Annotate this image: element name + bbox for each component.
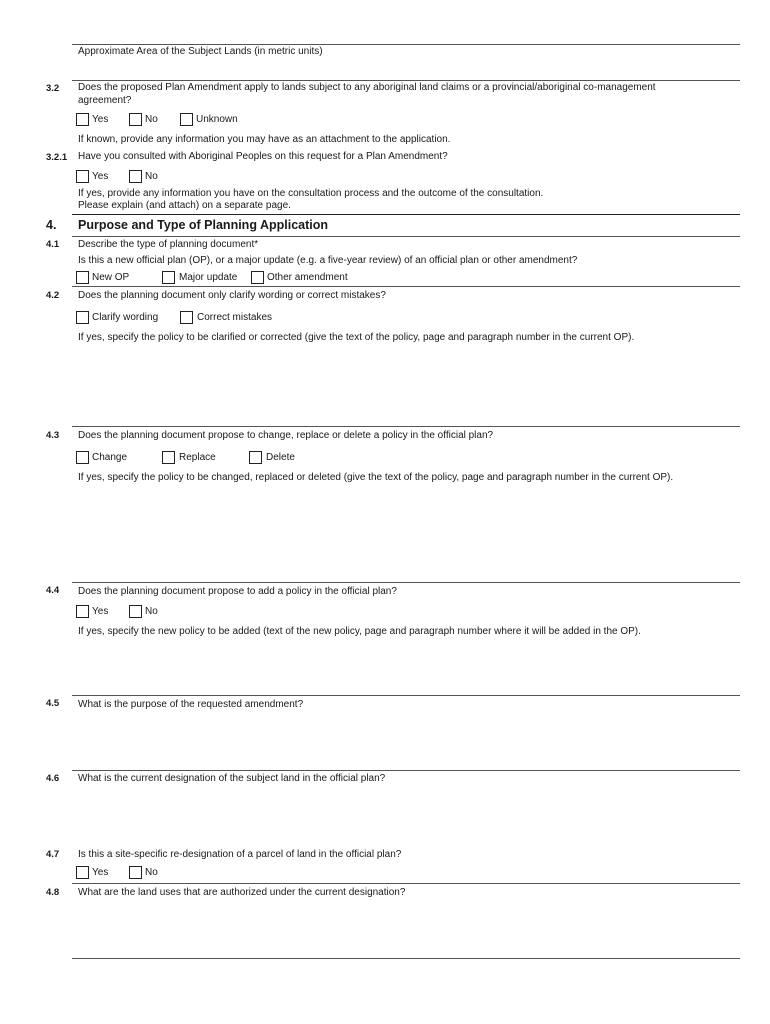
checkbox-delete[interactable] xyxy=(249,451,262,464)
checkbox-change[interactable] xyxy=(76,451,89,464)
checkbox-major-update[interactable] xyxy=(162,271,175,284)
checkbox-yes[interactable] xyxy=(76,113,89,126)
question-number: 3.2.1 xyxy=(46,152,68,163)
question-text: Have you consulted with Aboriginal Peoples on this request for a Plan Amendment? xyxy=(78,151,448,162)
section-title: Purpose and Type of Planning Application xyxy=(78,218,329,232)
question-text: What are the land uses that are authorized under the current designation? xyxy=(78,887,406,898)
question-text: What is the current designation of the subject land in the official plan? xyxy=(78,773,386,784)
checkbox-clarify-wording[interactable] xyxy=(76,311,89,324)
checkbox-other-amendment[interactable] xyxy=(251,271,264,284)
question-text: What is the purpose of the requested amendment? xyxy=(78,699,304,710)
option-label: No xyxy=(145,171,158,182)
question-text: Does the planning document propose to change, replace or delete a policy in the official plan? xyxy=(78,430,494,441)
option-label: Clarify wording xyxy=(92,312,159,323)
rule xyxy=(72,958,740,959)
note-text: If yes, provide any information you have on the consultation process and the outcome of the consultation. xyxy=(78,188,544,199)
option-label: No xyxy=(145,114,158,125)
rule xyxy=(72,695,740,696)
question-number: 4.6 xyxy=(46,773,60,784)
question-number: 4.5 xyxy=(46,698,60,709)
rule xyxy=(72,883,740,884)
question-number: 4.2 xyxy=(46,290,60,301)
question-text: Is this a site-specific re-designation of a parcel of land in the official plan? xyxy=(78,849,402,860)
checkbox-correct-mistakes[interactable] xyxy=(180,311,193,324)
rule xyxy=(72,214,740,215)
checkbox-replace[interactable] xyxy=(162,451,175,464)
note-text: If known, provide any information you may have as an attachment to the application. xyxy=(78,134,451,145)
rule xyxy=(72,582,740,583)
checkbox-yes[interactable] xyxy=(76,605,89,618)
checkbox-new-op[interactable] xyxy=(76,271,89,284)
option-label: No xyxy=(145,867,158,878)
checkbox-no[interactable] xyxy=(129,170,142,183)
question-number: 4.3 xyxy=(46,430,60,441)
option-label: No xyxy=(145,606,158,617)
rule xyxy=(72,236,740,237)
option-label: Unknown xyxy=(196,114,238,125)
option-label: Delete xyxy=(266,452,295,463)
checkbox-no[interactable] xyxy=(129,866,142,879)
question-number: 4.8 xyxy=(46,887,60,898)
rule xyxy=(72,80,740,81)
option-label: Replace xyxy=(179,452,216,463)
question-text: agreement? xyxy=(78,95,132,106)
question-text: Does the proposed Plan Amendment apply to lands subject to any aboriginal land claims or a provincial/aboriginal co-management xyxy=(78,82,656,93)
question-text: Describe the type of planning document* xyxy=(78,239,259,250)
checkbox-no[interactable] xyxy=(129,605,142,618)
question-text: Is this a new official plan (OP), or a major update (e.g. a five-year review) of an official plan or other amendment? xyxy=(78,255,578,266)
option-label: Other amendment xyxy=(267,272,348,283)
checkbox-yes[interactable] xyxy=(76,866,89,879)
note-text: Please explain (and attach) on a separate page. xyxy=(78,200,291,211)
option-label: Change xyxy=(92,452,128,463)
checkbox-yes[interactable] xyxy=(76,170,89,183)
question-number: 4.4 xyxy=(46,585,60,596)
option-label: Yes xyxy=(92,171,109,182)
option-label: Yes xyxy=(92,114,109,125)
area-label: Approximate Area of the Subject Lands (in metric units) xyxy=(78,46,323,57)
question-text: Does the planning document propose to add a policy in the official plan? xyxy=(78,586,397,597)
question-number: 4.1 xyxy=(46,239,60,250)
question-number: 4.7 xyxy=(46,849,60,860)
rule xyxy=(72,44,740,45)
rule xyxy=(72,286,740,287)
note-text: If yes, specify the new policy to be added (text of the new policy, page and paragraph number where it will be added in the OP). xyxy=(78,626,641,637)
option-label: Correct mistakes xyxy=(197,312,273,323)
question-text: Does the planning document only clarify wording or correct mistakes? xyxy=(78,290,386,301)
checkbox-no[interactable] xyxy=(129,113,142,126)
option-label: New OP xyxy=(92,272,130,283)
note-text: If yes, specify the policy to be clarified or corrected (give the text of the policy, page and paragraph number in the current OP). xyxy=(78,332,635,343)
note-text: If yes, specify the policy to be changed, replaced or deleted (give the text of the policy, page and paragraph number in the current OP). xyxy=(78,472,674,483)
option-label: Major update xyxy=(179,272,238,283)
rule xyxy=(72,426,740,427)
question-number: 3.2 xyxy=(46,83,60,94)
option-label: Yes xyxy=(92,606,109,617)
checkbox-unknown[interactable] xyxy=(180,113,193,126)
option-label: Yes xyxy=(92,867,109,878)
section-number: 4. xyxy=(46,218,57,232)
rule xyxy=(72,770,740,771)
